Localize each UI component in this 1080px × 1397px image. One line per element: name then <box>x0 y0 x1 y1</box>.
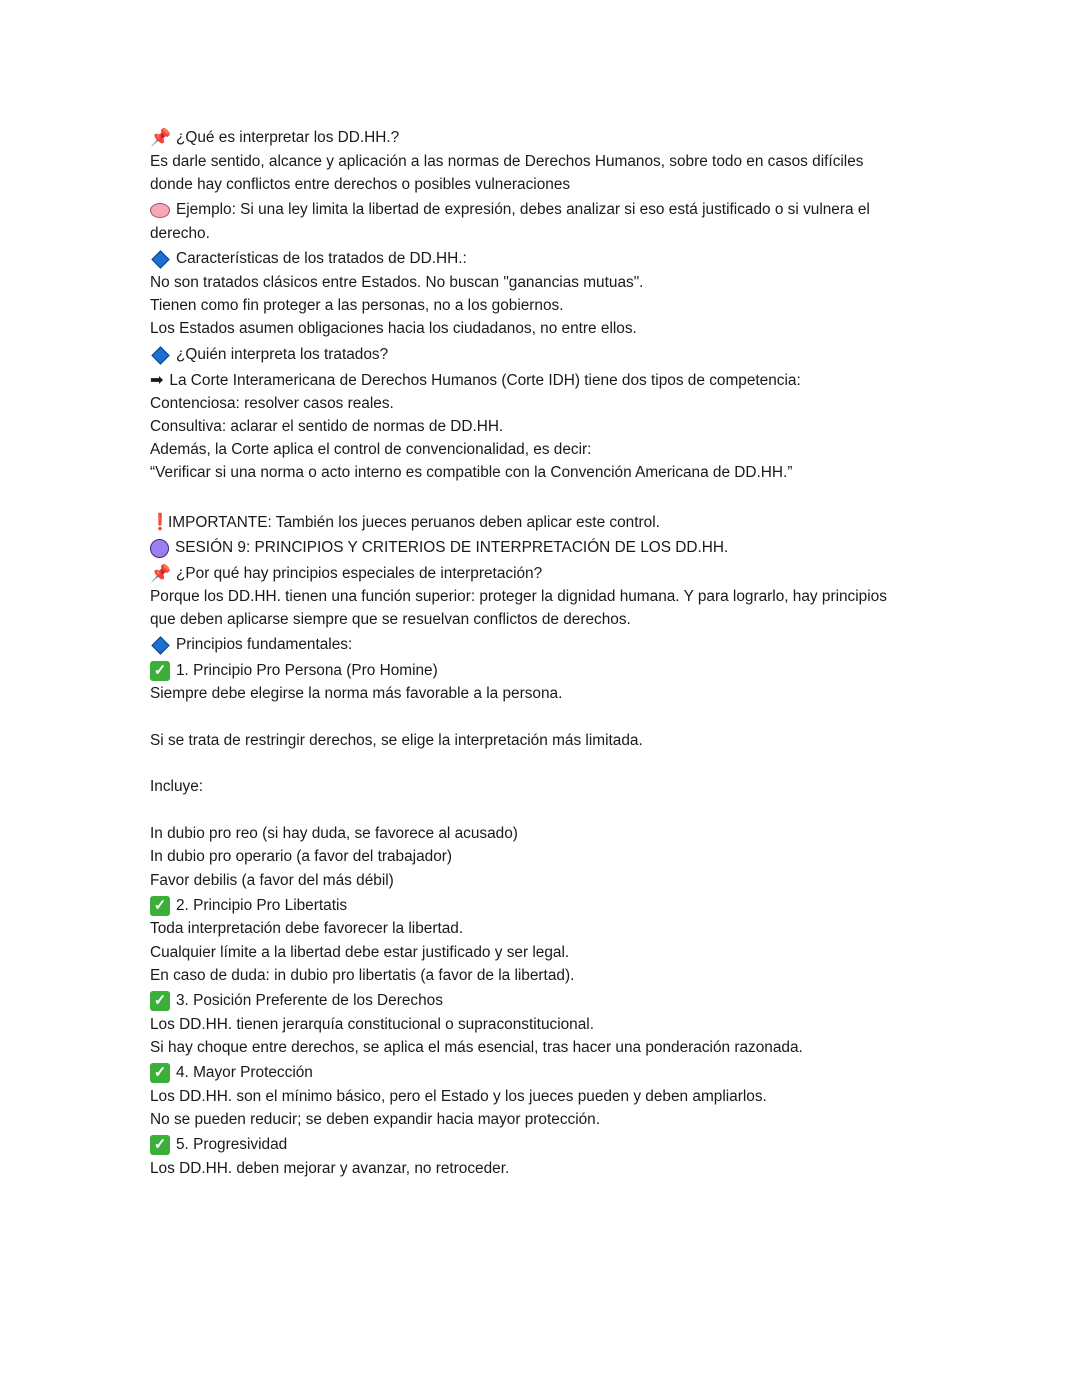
paragraph-line: Es darle sentido, alcance y aplicación a las normas de Derechos Humanos, sobre todo en casos difíciles <box>150 153 864 170</box>
heading-text: ¿Quién interpreta los tratados? <box>176 346 389 363</box>
check-mark-icon: ✓ <box>150 661 170 681</box>
heading-quien-interpreta <box>150 345 388 365</box>
heading-text: Principios fundamentales: <box>176 636 353 653</box>
example-text: Ejemplo: Si una ley limita la libertad de expresión, debes analizar si eso está justificado o si vulnera el <box>176 201 870 218</box>
paragraph-line: Incluye: <box>150 778 204 795</box>
blue-diamond-icon <box>150 635 170 655</box>
purple-circle-icon <box>150 539 169 558</box>
check-mark-icon: ✓ <box>150 991 170 1011</box>
quote-line: “Verificar si una norma o acto interno es compatible con la Convención Americana de DD.HH.” <box>150 464 793 481</box>
paragraph-line: No son tratados clásicos entre Estados. No buscan "ganancias mutuas". <box>150 274 644 291</box>
principle-title: 2. Principio Pro Libertatis <box>176 897 348 914</box>
session-heading <box>150 538 728 558</box>
heading-principios <box>150 635 352 655</box>
principle-heading-4 <box>150 1063 313 1083</box>
paragraph-line: Si se trata de restringir derechos, se elige la interpretación más limitada. <box>150 732 643 749</box>
right-arrow-icon: ➡ <box>150 372 164 389</box>
blue-diamond-icon <box>150 249 170 269</box>
paragraph-line: In dubio pro operario (a favor del trabajador) <box>150 848 453 865</box>
paragraph-line: Los DD.HH. tienen jerarquía constitucional o supraconstitucional. <box>150 1016 594 1033</box>
check-mark-icon: ✓ <box>150 1063 170 1083</box>
paragraph-line: Los DD.HH. son el mínimo básico, pero el Estado y los jueces pueden y deben ampliarlos. <box>150 1088 767 1105</box>
principle-heading-3 <box>150 991 443 1011</box>
red-pin-icon: ❗ <box>150 514 170 531</box>
paragraph-line: Contenciosa: resolver casos reales. <box>150 395 394 412</box>
arrow-line <box>150 371 801 391</box>
brain-icon <box>150 203 170 218</box>
paragraph-line: donde hay conflictos entre derechos o posibles vulneraciones <box>150 176 571 193</box>
arrow-text: La Corte Interamericana de Derechos Humanos (Corte IDH) tiene dos tipos de competencia: <box>169 372 801 389</box>
principle-title: 5. Progresividad <box>176 1136 288 1153</box>
principle-heading-2 <box>150 896 347 916</box>
paragraph-line: Porque los DD.HH. tienen una función superior: proteger la dignidad humana. Y para lograrlo, hay principios <box>150 588 887 605</box>
pushpin-icon: 📌 <box>150 128 172 147</box>
principle-title: 1. Principio Pro Persona (Pro Homine) <box>176 662 438 679</box>
paragraph-line: Cualquier límite a la libertad debe estar justificado y ser legal. <box>150 944 570 961</box>
principle-title: 4. Mayor Protección <box>176 1064 313 1081</box>
paragraph-line: Si hay choque entre derechos, se aplica el más esencial, tras hacer una ponderación razonada. <box>150 1039 803 1056</box>
paragraph-line: In dubio pro reo (si hay duda, se favorece al acusado) <box>150 825 518 842</box>
paragraph-line: No se pueden reducir; se deben expandir hacia mayor protección. <box>150 1111 601 1128</box>
heading-que-es-interpretar <box>150 128 399 148</box>
paragraph-line: Toda interpretación debe favorecer la libertad. <box>150 920 464 937</box>
important-line <box>150 513 660 533</box>
heading-caracteristicas <box>150 249 467 269</box>
important-text: IMPORTANTE: También los jueces peruanos deben aplicar este control. <box>168 514 660 531</box>
heading-text: ¿Qué es interpretar los DD.HH.? <box>176 129 400 146</box>
paragraph-line: derecho. <box>150 225 210 242</box>
paragraph-line: Además, la Corte aplica el control de convencionalidad, es decir: <box>150 441 592 458</box>
heading-por-que <box>150 564 542 584</box>
paragraph-line: Siempre debe elegirse la norma más favorable a la persona. <box>150 685 563 702</box>
paragraph-line: Consultiva: aclarar el sentido de normas de DD.HH. <box>150 418 504 435</box>
paragraph-line: Los DD.HH. deben mejorar y avanzar, no retroceder. <box>150 1160 510 1177</box>
principle-heading-5 <box>150 1135 287 1155</box>
principle-heading-1 <box>150 661 438 681</box>
paragraph-line: En caso de duda: in dubio pro libertatis (a favor de la libertad). <box>150 967 575 984</box>
session-title: SESIÓN 9: PRINCIPIOS Y CRITERIOS DE INTERPRETACIÓN DE LOS DD.HH. <box>175 539 729 556</box>
principle-title: 3. Posición Preferente de los Derechos <box>176 992 443 1009</box>
paragraph-line: Favor debilis (a favor del más débil) <box>150 872 394 889</box>
pushpin-icon: 📌 <box>150 564 172 583</box>
check-mark-icon: ✓ <box>150 896 170 916</box>
paragraph-line: que deben aplicarse siempre que se resuelvan conflictos de derechos. <box>150 611 631 628</box>
paragraph-line: Los Estados asumen obligaciones hacia los ciudadanos, no entre ellos. <box>150 320 637 337</box>
check-mark-icon: ✓ <box>150 1135 170 1155</box>
paragraph-line: Tienen como fin proteger a las personas, no a los gobiernos. <box>150 297 564 314</box>
heading-text: Características de los tratados de DD.HH.: <box>176 250 467 267</box>
heading-text: ¿Por qué hay principios especiales de interpretación? <box>176 565 543 582</box>
example-line <box>150 200 870 220</box>
blue-diamond-icon <box>150 345 170 365</box>
